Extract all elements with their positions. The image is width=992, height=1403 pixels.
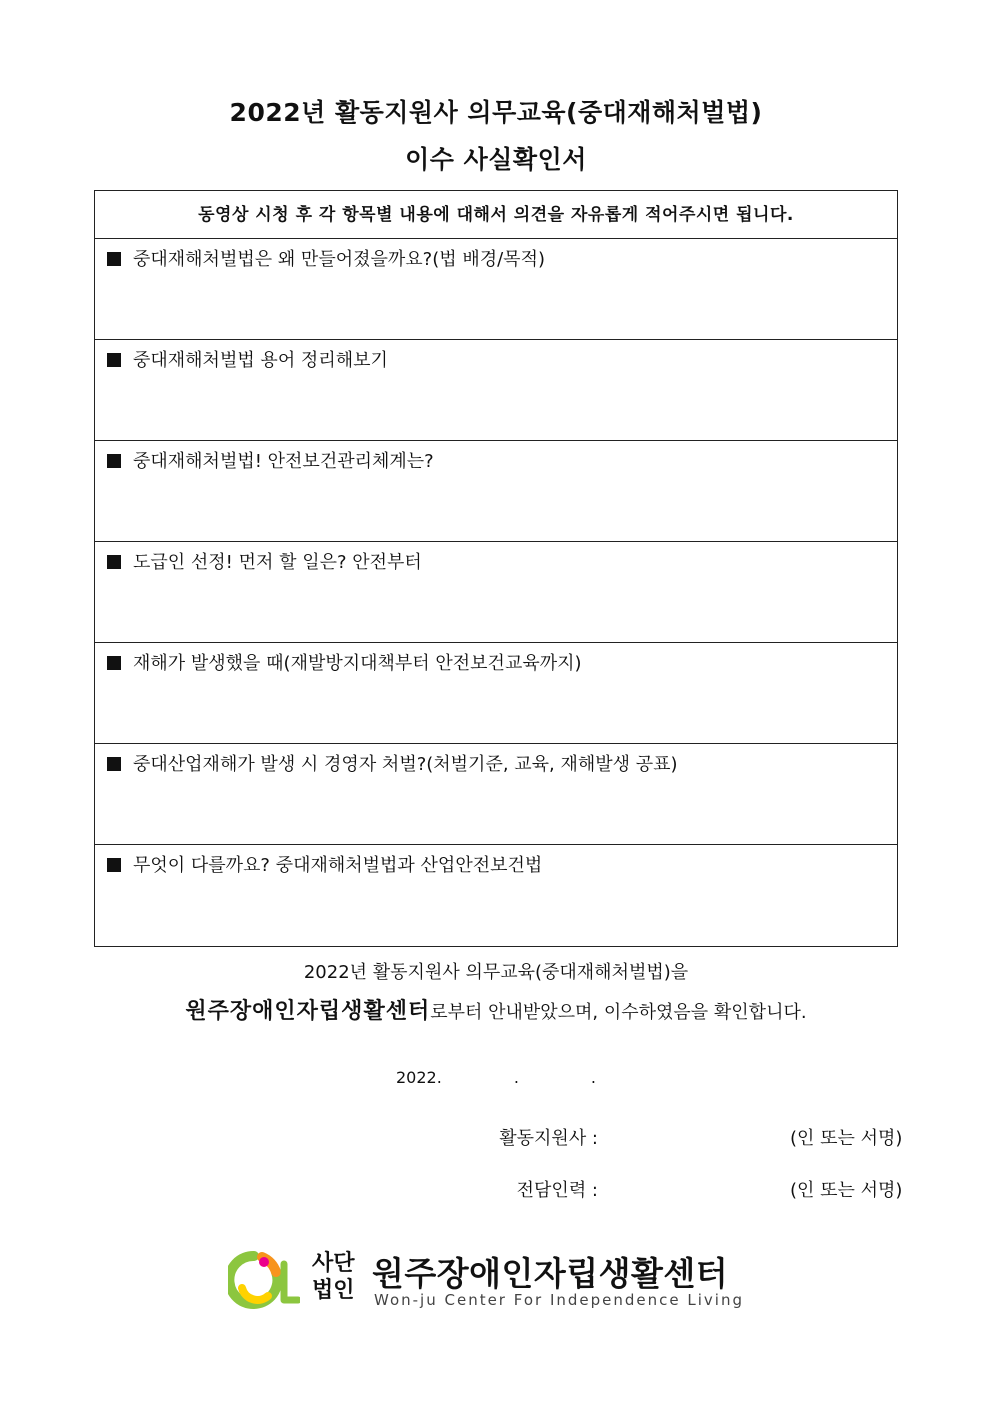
square-bullet-icon	[107, 858, 121, 872]
question-label: 무엇이 다를까요? 중대재해처벌법과 산업안전보건법	[133, 855, 543, 876]
square-bullet-icon	[107, 656, 121, 670]
logo-name-english: Won-ju Center For Independence Living	[374, 1291, 744, 1309]
square-bullet-icon	[107, 454, 121, 468]
logo-mark-icon	[228, 1250, 300, 1310]
organization-logo	[228, 1246, 748, 1316]
question-row-2[interactable]	[95, 340, 897, 441]
confirmation-line1: 2022년 활동지원사 의무교육(중대재해처벌법)을	[303, 962, 689, 983]
staff-label: 전담인력 :	[516, 1180, 598, 1201]
date-separator-day: .	[590, 1068, 596, 1087]
square-bullet-icon	[107, 353, 121, 367]
question-row-7[interactable]	[95, 845, 897, 946]
question-label: 재해가 발생했을 때(재발방지대책부터 안전보건교육까지)	[133, 653, 582, 674]
question-label: 중대산업재해가 발생 시 경영자 처벌?(처벌기준, 교육, 재해발생 공표)	[133, 754, 678, 775]
question-label: 중대재해처벌법! 안전보건관리체계는?	[133, 451, 434, 472]
square-bullet-icon	[107, 252, 121, 266]
logo-corp-type	[312, 1250, 355, 1304]
question-row-4[interactable]	[95, 542, 897, 643]
support-worker-signature-note[interactable]: (인 또는 서명)	[790, 1128, 903, 1149]
question-row-5[interactable]	[95, 643, 897, 744]
staff-signature-note[interactable]: (인 또는 서명)	[790, 1180, 903, 1201]
confirmation-line2	[0, 994, 992, 1025]
question-row-3[interactable]	[95, 441, 897, 542]
square-bullet-icon	[107, 757, 121, 771]
document-title-line1: 2022년 활동지원사 의무교육(중대재해처벌법)	[229, 98, 763, 127]
date-field[interactable]	[396, 1068, 596, 1087]
support-worker-label: 활동지원사 :	[499, 1128, 598, 1149]
question-row-1[interactable]	[95, 239, 897, 340]
document-title-line2: 이수 사실확인서	[405, 145, 587, 174]
date-year: 2022.	[396, 1068, 442, 1087]
question-row-6[interactable]	[95, 744, 897, 845]
form-instruction: 동영상 시청 후 각 항목별 내용에 대해서 의견을 자유롭게 적어주시면 됩니다.	[95, 191, 897, 239]
question-label: 도급인 선정! 먼저 할 일은? 안전부터	[133, 552, 422, 573]
square-bullet-icon	[107, 555, 121, 569]
opinion-form-table	[94, 190, 898, 947]
logo-corp-line1: 사단	[312, 1251, 355, 1276]
organization-name: 원주장애인자립생활센터	[185, 999, 431, 1024]
logo-name-korean: 원주장애인자립생활센터	[372, 1254, 729, 1293]
question-label: 중대재해처벌법은 왜 만들어졌을까요?(법 배경/목적)	[133, 249, 545, 270]
confirmation-text: 로부터 안내받았으며, 이수하였음을 확인합니다.	[430, 1002, 807, 1023]
question-label: 중대재해처벌법 용어 정리해보기	[133, 350, 388, 371]
date-separator-month: .	[513, 1068, 519, 1087]
logo-corp-line2: 법인	[312, 1278, 355, 1303]
